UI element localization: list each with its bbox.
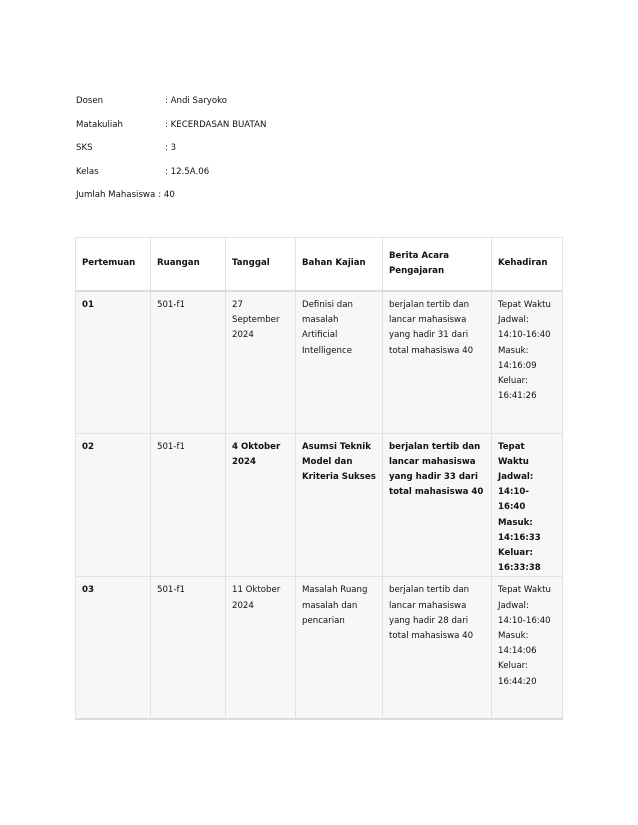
- kehadiran-status: Tepat Waktu: [498, 441, 529, 467]
- cell-tanggal: 27 September 2024: [226, 291, 296, 433]
- cell-ruangan: 501-f1: [151, 433, 226, 577]
- info-matakuliah: [76, 120, 266, 144]
- cell-berita-acara: berjalan tertib dan lancar mahasiswa yang hadir 28 dari total mahasiswa 40: [383, 577, 492, 719]
- info-value: : KECERDASAN BUATAN: [165, 119, 267, 130]
- info-value: : Andi Saryoko: [165, 96, 228, 106]
- kehadiran-keluar: Keluar: 16:41:26: [498, 376, 537, 402]
- cell-bahan-kajian: Definisi dan masalah Artificial Intelligence: [296, 291, 383, 433]
- cell-pertemuan: 02: [76, 433, 151, 577]
- info-value: : 3: [165, 143, 177, 153]
- kehadiran-masuk: Masuk: 14:16:33: [498, 517, 541, 543]
- cell-tanggal: 11 Oktober 2024: [226, 577, 296, 719]
- table-row: [76, 291, 563, 433]
- info-value: : 40: [158, 190, 175, 200]
- info-label: Jumlah Mahasiswa: [76, 190, 156, 200]
- header-pertemuan: Pertemuan: [76, 238, 151, 292]
- kehadiran-jadwal: Jadwal: 14:10-16:40: [498, 471, 534, 513]
- header-kehadiran: Kehadiran: [492, 238, 563, 292]
- header-bahan-kajian: Bahan Kajian: [296, 238, 383, 292]
- info-label: Dosen: [76, 96, 104, 106]
- kehadiran-masuk: Masuk: 14:16:09: [498, 345, 537, 371]
- kehadiran-masuk: Masuk: 14:14:06: [498, 630, 537, 657]
- kehadiran-keluar: Keluar: 16:44:20: [498, 661, 537, 687]
- info-sks: [76, 143, 266, 167]
- cell-kehadiran: [492, 577, 563, 719]
- cell-berita-acara: berjalan tertib dan lancar mahasiswa yang hadir 31 dari total mahasiswa 40: [383, 291, 492, 433]
- info-jumlah-mahasiswa: [76, 190, 266, 214]
- course-info: [76, 96, 266, 214]
- header-ruangan: Ruangan: [151, 238, 226, 292]
- kehadiran-status: Tepat Waktu: [498, 585, 551, 596]
- attendance-table: [75, 237, 563, 720]
- cell-kehadiran: [492, 291, 563, 433]
- cell-pertemuan: 03: [76, 577, 151, 719]
- info-kelas: [76, 167, 266, 191]
- info-label: Kelas: [76, 166, 99, 177]
- cell-pertemuan: 01: [76, 291, 151, 433]
- cell-bahan-kajian: Asumsi Teknik Model dan Kriteria Sukses: [296, 433, 383, 577]
- header-tanggal: Tanggal: [226, 238, 296, 292]
- table-row: [76, 577, 563, 719]
- info-label: SKS: [76, 143, 93, 153]
- kehadiran-keluar: Keluar: 16:33:38: [498, 547, 541, 574]
- info-value: : 12.5A.06: [165, 166, 210, 177]
- info-label: Matakuliah: [76, 119, 123, 130]
- cell-tanggal: 4 Oktober 2024: [226, 433, 296, 577]
- cell-kehadiran: [492, 433, 563, 577]
- cell-bahan-kajian: Masalah Ruang masalah dan pencarian: [296, 577, 383, 719]
- kehadiran-status: Tepat Waktu: [498, 300, 551, 310]
- kehadiran-jadwal: Jadwal: 14:10-16:40: [498, 600, 551, 626]
- table-row: [76, 433, 563, 577]
- kehadiran-jadwal: Jadwal: 14:10-16:40: [498, 315, 551, 341]
- cell-ruangan: 501-f1: [151, 577, 226, 719]
- info-dosen: [76, 96, 266, 120]
- table-header-row: [76, 238, 563, 292]
- cell-berita-acara: berjalan tertib dan lancar mahasiswa yang hadir 33 dari total mahasiswa 40: [383, 433, 492, 577]
- cell-ruangan: 501-f1: [151, 291, 226, 433]
- header-berita-acara: Berita Acara Pengajaran: [383, 238, 492, 292]
